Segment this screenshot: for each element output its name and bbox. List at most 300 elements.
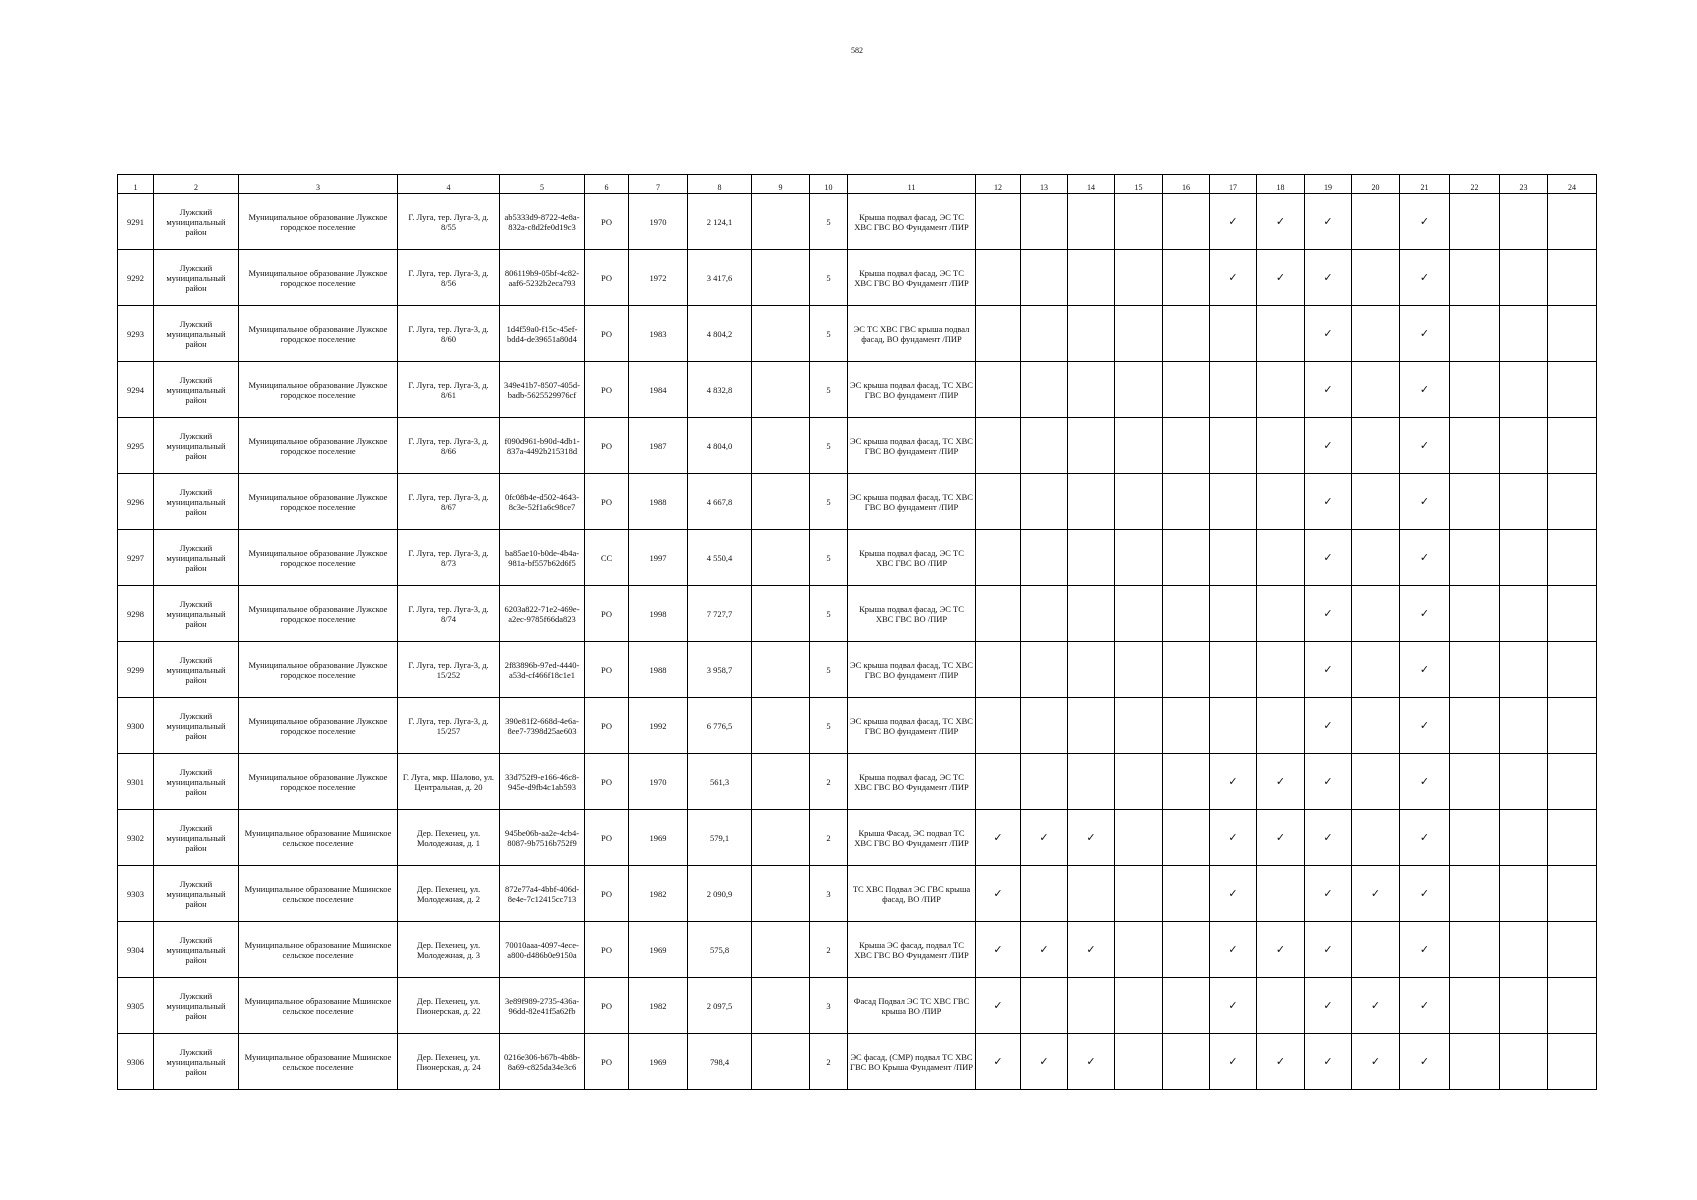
area-cell: 6 776,5 bbox=[688, 698, 752, 754]
guid-cell: 1d4f59a0-f15c-45ef-bdd4-de39651a80d4 bbox=[500, 306, 585, 362]
empty-mark-cell bbox=[1450, 250, 1500, 306]
column-number-16: 16 bbox=[1163, 175, 1210, 194]
empty-mark-cell bbox=[1450, 586, 1500, 642]
empty-cell bbox=[752, 306, 810, 362]
empty-mark-cell bbox=[1021, 250, 1068, 306]
empty-mark-cell bbox=[1257, 866, 1305, 922]
floors-cell: 5 bbox=[810, 194, 848, 250]
empty-mark-cell bbox=[1352, 642, 1400, 698]
empty-mark-cell bbox=[1450, 530, 1500, 586]
check-mark-icon: ✓ bbox=[1257, 1034, 1305, 1090]
check-mark-icon: ✓ bbox=[1400, 642, 1450, 698]
empty-mark-cell bbox=[1210, 362, 1257, 418]
column-number-12: 12 bbox=[976, 175, 1021, 194]
empty-mark-cell bbox=[1500, 1034, 1548, 1090]
area-cell: 561,3 bbox=[688, 754, 752, 810]
guid-cell: 349e41b7-8507-405d-badb-5625529976cf bbox=[500, 362, 585, 418]
column-number-4: 4 bbox=[398, 175, 500, 194]
empty-mark-cell bbox=[1352, 810, 1400, 866]
column-number-8: 8 bbox=[688, 175, 752, 194]
empty-mark-cell bbox=[1163, 754, 1210, 810]
column-number-3: 3 bbox=[239, 175, 398, 194]
works-list-cell: ЭС крыша подвал фасад, ТС ХВС ГВС ВО фундамент /ПИР bbox=[848, 474, 976, 530]
area-cell: 3 417,6 bbox=[688, 250, 752, 306]
empty-mark-cell bbox=[1068, 306, 1115, 362]
empty-mark-cell bbox=[1500, 978, 1548, 1034]
empty-cell bbox=[752, 754, 810, 810]
year-cell: 1972 bbox=[629, 250, 688, 306]
empty-mark-cell bbox=[1115, 194, 1163, 250]
address-cell: Г. Луга, тер. Луга-3, д. 8/55 bbox=[398, 194, 500, 250]
address-cell: Г. Луга, тер. Луга-3, д. 8/66 bbox=[398, 418, 500, 474]
empty-mark-cell bbox=[1500, 250, 1548, 306]
address-cell: Дер. Пехенец, ул. Молодежная, д. 3 bbox=[398, 922, 500, 978]
type-code-cell: РО bbox=[585, 754, 629, 810]
empty-mark-cell bbox=[1210, 418, 1257, 474]
address-cell: Г. Луга, мкр. Шалово, ул. Центральная, д. 20 bbox=[398, 754, 500, 810]
empty-mark-cell bbox=[1163, 698, 1210, 754]
row-number-cell: 9300 bbox=[118, 698, 154, 754]
empty-mark-cell bbox=[1210, 474, 1257, 530]
check-mark-icon: ✓ bbox=[1400, 194, 1450, 250]
type-code-cell: РО bbox=[585, 810, 629, 866]
empty-mark-cell bbox=[1210, 306, 1257, 362]
empty-cell bbox=[752, 1034, 810, 1090]
empty-mark-cell bbox=[1548, 866, 1597, 922]
empty-mark-cell bbox=[1352, 754, 1400, 810]
empty-mark-cell bbox=[1500, 474, 1548, 530]
empty-mark-cell bbox=[976, 698, 1021, 754]
table-row bbox=[118, 698, 1597, 754]
empty-mark-cell bbox=[1021, 866, 1068, 922]
check-mark-icon: ✓ bbox=[1305, 922, 1352, 978]
empty-mark-cell bbox=[976, 530, 1021, 586]
municipality-cell: Муниципальное образование Лужское городское поселение bbox=[239, 194, 398, 250]
empty-mark-cell bbox=[1021, 362, 1068, 418]
check-mark-icon: ✓ bbox=[1257, 250, 1305, 306]
empty-cell bbox=[752, 194, 810, 250]
row-number-cell: 9305 bbox=[118, 978, 154, 1034]
empty-mark-cell bbox=[1163, 642, 1210, 698]
type-code-cell: РО bbox=[585, 922, 629, 978]
check-mark-icon: ✓ bbox=[1352, 978, 1400, 1034]
empty-mark-cell bbox=[1450, 866, 1500, 922]
district-cell: Лужский муниципальный район bbox=[154, 698, 239, 754]
guid-cell: 6203a822-71e2-469e-a2ec-9785f66da823 bbox=[500, 586, 585, 642]
table-row bbox=[118, 810, 1597, 866]
empty-mark-cell bbox=[1068, 586, 1115, 642]
empty-mark-cell bbox=[1210, 586, 1257, 642]
works-list-cell: ЭС фасад, (СМР) подвал ТС ХВС ГВС ВО Крыша Фундамент /ПИР bbox=[848, 1034, 976, 1090]
works-list-cell: ЭС крыша подвал фасад, ТС ХВС ГВС ВО фундамент /ПИР bbox=[848, 362, 976, 418]
empty-mark-cell bbox=[1548, 530, 1597, 586]
column-number-10: 10 bbox=[810, 175, 848, 194]
district-cell: Лужский муниципальный район bbox=[154, 1034, 239, 1090]
empty-mark-cell bbox=[1163, 250, 1210, 306]
table-row bbox=[118, 418, 1597, 474]
check-mark-icon: ✓ bbox=[1352, 866, 1400, 922]
empty-mark-cell bbox=[1210, 642, 1257, 698]
works-list-cell: Крыша подвал фасад, ЭС ТС ХВС ГВС ВО /ПИР bbox=[848, 530, 976, 586]
empty-mark-cell bbox=[1210, 698, 1257, 754]
empty-mark-cell bbox=[1068, 530, 1115, 586]
guid-cell: 2f83896b-97ed-4440-a53d-cf466f18c1e1 bbox=[500, 642, 585, 698]
municipality-cell: Муниципальное образование Лужское городское поселение bbox=[239, 642, 398, 698]
check-mark-icon: ✓ bbox=[1305, 306, 1352, 362]
works-list-cell: Фасад Подвал ЭС ТС ХВС ГВС крыша ВО /ПИР bbox=[848, 978, 976, 1034]
year-cell: 1988 bbox=[629, 474, 688, 530]
column-number-5: 5 bbox=[500, 175, 585, 194]
empty-mark-cell bbox=[1352, 530, 1400, 586]
floors-cell: 5 bbox=[810, 250, 848, 306]
works-list-cell: Крыша подвал фасад, ЭС ТС ХВС ГВС ВО /ПИР bbox=[848, 586, 976, 642]
empty-mark-cell bbox=[976, 306, 1021, 362]
check-mark-icon: ✓ bbox=[1400, 306, 1450, 362]
check-mark-icon: ✓ bbox=[1352, 1034, 1400, 1090]
empty-mark-cell bbox=[1115, 642, 1163, 698]
floors-cell: 5 bbox=[810, 586, 848, 642]
column-number-13: 13 bbox=[1021, 175, 1068, 194]
empty-mark-cell bbox=[1115, 978, 1163, 1034]
empty-mark-cell bbox=[1500, 586, 1548, 642]
column-number-15: 15 bbox=[1115, 175, 1163, 194]
empty-cell bbox=[752, 866, 810, 922]
works-list-cell: Крыша подвал фасад, ЭС ТС ХВС ГВС ВО Фундамент /ПИР bbox=[848, 250, 976, 306]
column-number-14: 14 bbox=[1068, 175, 1115, 194]
empty-mark-cell bbox=[1115, 866, 1163, 922]
empty-mark-cell bbox=[1115, 250, 1163, 306]
empty-mark-cell bbox=[1500, 306, 1548, 362]
address-cell: Дер. Пехенец, ул. Пионерская, д. 22 bbox=[398, 978, 500, 1034]
district-cell: Лужский муниципальный район bbox=[154, 194, 239, 250]
column-number-19: 19 bbox=[1305, 175, 1352, 194]
district-cell: Лужский муниципальный район bbox=[154, 978, 239, 1034]
empty-mark-cell bbox=[1548, 978, 1597, 1034]
municipality-cell: Муниципальное образование Лужское городское поселение bbox=[239, 698, 398, 754]
floors-cell: 5 bbox=[810, 362, 848, 418]
floors-cell: 5 bbox=[810, 642, 848, 698]
district-cell: Лужский муниципальный район bbox=[154, 250, 239, 306]
empty-mark-cell bbox=[1450, 362, 1500, 418]
empty-cell bbox=[752, 418, 810, 474]
empty-mark-cell bbox=[976, 474, 1021, 530]
empty-mark-cell bbox=[1500, 362, 1548, 418]
municipality-cell: Муниципальное образование Лужское городское поселение bbox=[239, 474, 398, 530]
type-code-cell: РО bbox=[585, 194, 629, 250]
empty-cell bbox=[752, 474, 810, 530]
check-mark-icon: ✓ bbox=[1305, 250, 1352, 306]
empty-mark-cell bbox=[1450, 642, 1500, 698]
row-number-cell: 9303 bbox=[118, 866, 154, 922]
empty-mark-cell bbox=[1450, 474, 1500, 530]
guid-cell: ba85ae10-b0de-4b4a-981a-bf557b62d6f5 bbox=[500, 530, 585, 586]
row-number-cell: 9297 bbox=[118, 530, 154, 586]
area-cell: 4 804,2 bbox=[688, 306, 752, 362]
row-number-cell: 9295 bbox=[118, 418, 154, 474]
row-number-cell: 9298 bbox=[118, 586, 154, 642]
empty-mark-cell bbox=[1548, 418, 1597, 474]
empty-mark-cell bbox=[1068, 194, 1115, 250]
empty-mark-cell bbox=[1068, 698, 1115, 754]
table-row bbox=[118, 1034, 1597, 1090]
type-code-cell: РО bbox=[585, 418, 629, 474]
check-mark-icon: ✓ bbox=[1021, 922, 1068, 978]
year-cell: 1982 bbox=[629, 978, 688, 1034]
table-body bbox=[118, 194, 1597, 1090]
check-mark-icon: ✓ bbox=[1400, 530, 1450, 586]
guid-cell: 3e89f989-2735-436a-96dd-82e41f5a62fb bbox=[500, 978, 585, 1034]
area-cell: 575,8 bbox=[688, 922, 752, 978]
area-cell: 4 550,4 bbox=[688, 530, 752, 586]
row-number-cell: 9299 bbox=[118, 642, 154, 698]
floors-cell: 5 bbox=[810, 530, 848, 586]
table-row bbox=[118, 362, 1597, 418]
empty-mark-cell bbox=[1500, 698, 1548, 754]
empty-mark-cell bbox=[1548, 250, 1597, 306]
empty-mark-cell bbox=[976, 362, 1021, 418]
check-mark-icon: ✓ bbox=[1068, 922, 1115, 978]
row-number-cell: 9294 bbox=[118, 362, 154, 418]
type-code-cell: РО bbox=[585, 698, 629, 754]
empty-mark-cell bbox=[1068, 474, 1115, 530]
empty-mark-cell bbox=[1450, 810, 1500, 866]
check-mark-icon: ✓ bbox=[1305, 362, 1352, 418]
empty-mark-cell bbox=[1068, 978, 1115, 1034]
empty-mark-cell bbox=[1352, 306, 1400, 362]
check-mark-icon: ✓ bbox=[976, 978, 1021, 1034]
empty-mark-cell bbox=[1163, 194, 1210, 250]
type-code-cell: РО bbox=[585, 586, 629, 642]
district-cell: Лужский муниципальный район bbox=[154, 586, 239, 642]
check-mark-icon: ✓ bbox=[1210, 250, 1257, 306]
check-mark-icon: ✓ bbox=[1305, 978, 1352, 1034]
address-cell: Г. Луга, тер. Луга-3, д. 8/60 bbox=[398, 306, 500, 362]
type-code-cell: СС bbox=[585, 530, 629, 586]
table-row bbox=[118, 754, 1597, 810]
floors-cell: 3 bbox=[810, 866, 848, 922]
empty-mark-cell bbox=[1115, 474, 1163, 530]
check-mark-icon: ✓ bbox=[1400, 810, 1450, 866]
table-row bbox=[118, 978, 1597, 1034]
type-code-cell: РО bbox=[585, 250, 629, 306]
column-number-11: 11 bbox=[848, 175, 976, 194]
guid-cell: 872e77a4-4bbf-406d-8e4e-7c12415cc713 bbox=[500, 866, 585, 922]
empty-mark-cell bbox=[1450, 194, 1500, 250]
empty-cell bbox=[752, 586, 810, 642]
empty-mark-cell bbox=[1548, 194, 1597, 250]
year-cell: 1970 bbox=[629, 194, 688, 250]
guid-cell: 0fc08b4e-d502-4643-8c3e-52f1a6c98ce7 bbox=[500, 474, 585, 530]
empty-cell bbox=[752, 362, 810, 418]
guid-cell: ab5333d9-8722-4e8a-832a-c8d2fe0d19c3 bbox=[500, 194, 585, 250]
table-row bbox=[118, 586, 1597, 642]
empty-mark-cell bbox=[1450, 698, 1500, 754]
floors-cell: 2 bbox=[810, 754, 848, 810]
column-number-20: 20 bbox=[1352, 175, 1400, 194]
empty-mark-cell bbox=[1352, 362, 1400, 418]
empty-mark-cell bbox=[1548, 698, 1597, 754]
check-mark-icon: ✓ bbox=[1400, 586, 1450, 642]
empty-mark-cell bbox=[1163, 418, 1210, 474]
check-mark-icon: ✓ bbox=[1305, 642, 1352, 698]
area-cell: 2 124,1 bbox=[688, 194, 752, 250]
address-cell: Г. Луга, тер. Луга-3, д. 8/56 bbox=[398, 250, 500, 306]
table-row bbox=[118, 866, 1597, 922]
area-cell: 4 667,8 bbox=[688, 474, 752, 530]
empty-mark-cell bbox=[1548, 1034, 1597, 1090]
check-mark-icon: ✓ bbox=[1210, 1034, 1257, 1090]
empty-mark-cell bbox=[1115, 362, 1163, 418]
municipality-cell: Муниципальное образование Лужское городское поселение bbox=[239, 418, 398, 474]
floors-cell: 2 bbox=[810, 922, 848, 978]
empty-mark-cell bbox=[1548, 306, 1597, 362]
empty-mark-cell bbox=[1352, 474, 1400, 530]
guid-cell: 0216e306-b67b-4b8b-8a69-c825da34e3c6 bbox=[500, 1034, 585, 1090]
empty-mark-cell bbox=[1163, 922, 1210, 978]
address-cell: Г. Луга, тер. Луга-3, д. 8/74 bbox=[398, 586, 500, 642]
type-code-cell: РО bbox=[585, 978, 629, 1034]
address-cell: Г. Луга, тер. Луга-3, д. 15/257 bbox=[398, 698, 500, 754]
empty-mark-cell bbox=[1500, 418, 1548, 474]
area-cell: 3 958,7 bbox=[688, 642, 752, 698]
check-mark-icon: ✓ bbox=[1400, 754, 1450, 810]
check-mark-icon: ✓ bbox=[1257, 922, 1305, 978]
column-number-21: 21 bbox=[1400, 175, 1450, 194]
type-code-cell: РО bbox=[585, 1034, 629, 1090]
empty-mark-cell bbox=[1257, 530, 1305, 586]
empty-mark-cell bbox=[1500, 530, 1548, 586]
area-cell: 2 097,5 bbox=[688, 978, 752, 1034]
check-mark-icon: ✓ bbox=[1305, 866, 1352, 922]
empty-mark-cell bbox=[976, 250, 1021, 306]
municipality-cell: Муниципальное образование Лужское городское поселение bbox=[239, 754, 398, 810]
type-code-cell: РО bbox=[585, 306, 629, 362]
empty-cell bbox=[752, 250, 810, 306]
floors-cell: 5 bbox=[810, 474, 848, 530]
check-mark-icon: ✓ bbox=[1305, 698, 1352, 754]
row-number-cell: 9301 bbox=[118, 754, 154, 810]
column-number-7: 7 bbox=[629, 175, 688, 194]
empty-mark-cell bbox=[1115, 530, 1163, 586]
year-cell: 1982 bbox=[629, 866, 688, 922]
check-mark-icon: ✓ bbox=[976, 810, 1021, 866]
column-number-2: 2 bbox=[154, 175, 239, 194]
municipality-cell: Муниципальное образование Лужское городское поселение bbox=[239, 586, 398, 642]
table-row bbox=[118, 530, 1597, 586]
district-cell: Лужский муниципальный район bbox=[154, 866, 239, 922]
empty-mark-cell bbox=[1021, 698, 1068, 754]
municipality-cell: Муниципальное образование Мшинское сельское поселение bbox=[239, 866, 398, 922]
empty-mark-cell bbox=[1450, 418, 1500, 474]
table-row bbox=[118, 194, 1597, 250]
year-cell: 1969 bbox=[629, 810, 688, 866]
year-cell: 1998 bbox=[629, 586, 688, 642]
empty-mark-cell bbox=[1068, 866, 1115, 922]
year-cell: 1984 bbox=[629, 362, 688, 418]
type-code-cell: РО bbox=[585, 866, 629, 922]
check-mark-icon: ✓ bbox=[1400, 866, 1450, 922]
district-cell: Лужский муниципальный район bbox=[154, 362, 239, 418]
works-list-cell: Крыша подвал фасад, ЭС ТС ХВС ГВС ВО Фундамент /ПИР bbox=[848, 194, 976, 250]
guid-cell: 945be06b-aa2e-4cb4-8087-9b7516b752f9 bbox=[500, 810, 585, 866]
empty-mark-cell bbox=[1352, 922, 1400, 978]
check-mark-icon: ✓ bbox=[1400, 1034, 1450, 1090]
works-list-cell: ТС ХВС Подвал ЭС ГВС крыша фасад, ВО /ПИР bbox=[848, 866, 976, 922]
empty-mark-cell bbox=[1257, 642, 1305, 698]
column-number-6: 6 bbox=[585, 175, 629, 194]
check-mark-icon: ✓ bbox=[1305, 194, 1352, 250]
column-number-row bbox=[118, 175, 1597, 194]
guid-cell: 70010aaa-4097-4ece-a800-d486b0e9150a bbox=[500, 922, 585, 978]
address-cell: Дер. Пехенец, ул. Молодежная, д. 2 bbox=[398, 866, 500, 922]
check-mark-icon: ✓ bbox=[1400, 922, 1450, 978]
check-mark-icon: ✓ bbox=[976, 922, 1021, 978]
check-mark-icon: ✓ bbox=[1257, 194, 1305, 250]
table-row bbox=[118, 474, 1597, 530]
check-mark-icon: ✓ bbox=[1400, 474, 1450, 530]
area-cell: 2 090,9 bbox=[688, 866, 752, 922]
check-mark-icon: ✓ bbox=[1021, 810, 1068, 866]
empty-mark-cell bbox=[976, 586, 1021, 642]
column-number-23: 23 bbox=[1500, 175, 1548, 194]
column-number-1: 1 bbox=[118, 175, 154, 194]
empty-mark-cell bbox=[1257, 698, 1305, 754]
check-mark-icon: ✓ bbox=[1210, 810, 1257, 866]
floors-cell: 2 bbox=[810, 810, 848, 866]
table-row bbox=[118, 642, 1597, 698]
district-cell: Лужский муниципальный район bbox=[154, 754, 239, 810]
municipality-cell: Муниципальное образование Мшинское сельское поселение bbox=[239, 978, 398, 1034]
works-list-cell: Крыша подвал фасад, ЭС ТС ХВС ГВС ВО Фундамент /ПИР bbox=[848, 754, 976, 810]
guid-cell: 806119b9-05bf-4c82-aaf6-5232b2eca793 bbox=[500, 250, 585, 306]
empty-mark-cell bbox=[1500, 866, 1548, 922]
empty-mark-cell bbox=[1163, 306, 1210, 362]
guid-cell: f090d961-b90d-4db1-837a-4492b215318d bbox=[500, 418, 585, 474]
empty-mark-cell bbox=[1257, 362, 1305, 418]
row-number-cell: 9306 bbox=[118, 1034, 154, 1090]
empty-mark-cell bbox=[1500, 194, 1548, 250]
row-number-cell: 9293 bbox=[118, 306, 154, 362]
empty-mark-cell bbox=[1548, 362, 1597, 418]
empty-mark-cell bbox=[1163, 978, 1210, 1034]
empty-mark-cell bbox=[1500, 642, 1548, 698]
check-mark-icon: ✓ bbox=[976, 1034, 1021, 1090]
check-mark-icon: ✓ bbox=[1021, 1034, 1068, 1090]
year-cell: 1988 bbox=[629, 642, 688, 698]
empty-mark-cell bbox=[1548, 754, 1597, 810]
works-list-cell: ЭС крыша подвал фасад, ТС ХВС ГВС ВО фундамент /ПИР bbox=[848, 418, 976, 474]
row-number-cell: 9292 bbox=[118, 250, 154, 306]
check-mark-icon: ✓ bbox=[976, 866, 1021, 922]
municipality-cell: Муниципальное образование Лужское городское поселение bbox=[239, 250, 398, 306]
check-mark-icon: ✓ bbox=[1305, 810, 1352, 866]
check-mark-icon: ✓ bbox=[1210, 978, 1257, 1034]
empty-mark-cell bbox=[976, 754, 1021, 810]
municipality-cell: Муниципальное образование Мшинское сельское поселение bbox=[239, 922, 398, 978]
empty-mark-cell bbox=[1021, 474, 1068, 530]
works-list-cell: ЭС ТС ХВС ГВС крыша подвал фасад, ВО фундамент /ПИР bbox=[848, 306, 976, 362]
municipality-cell: Муниципальное образование Лужское городское поселение bbox=[239, 530, 398, 586]
empty-mark-cell bbox=[1257, 418, 1305, 474]
empty-mark-cell bbox=[1021, 418, 1068, 474]
empty-cell bbox=[752, 698, 810, 754]
area-cell: 798,4 bbox=[688, 1034, 752, 1090]
empty-mark-cell bbox=[1450, 922, 1500, 978]
empty-mark-cell bbox=[1548, 810, 1597, 866]
year-cell: 1992 bbox=[629, 698, 688, 754]
empty-mark-cell bbox=[1500, 922, 1548, 978]
empty-mark-cell bbox=[1548, 474, 1597, 530]
